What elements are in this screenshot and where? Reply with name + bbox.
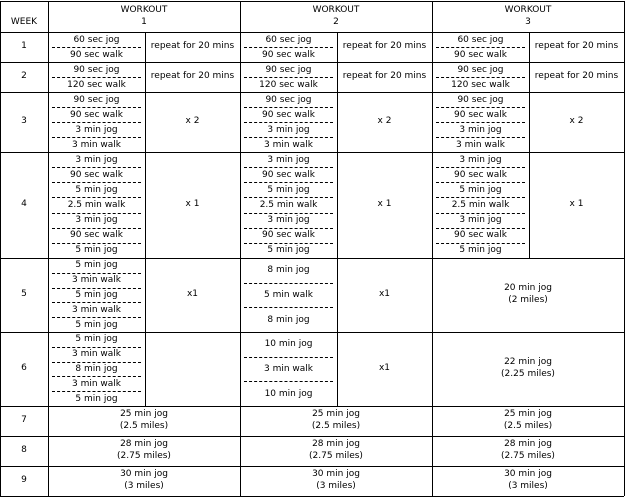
interval-line: 90 sec jog	[73, 64, 120, 75]
interval-line: 120 sec walk	[259, 79, 318, 90]
interval-line: 3 min jog	[75, 124, 118, 135]
run-distance: (2.25 miles)	[501, 369, 555, 379]
interval-line: 10 min jog	[264, 339, 313, 350]
interval-line: 5 min jog	[75, 260, 118, 271]
interval-line: 90 sec walk	[70, 230, 123, 241]
run-duration: 30 min jog	[504, 469, 552, 480]
interval-line: 3 min jog	[75, 215, 118, 226]
workout-summary	[48, 436, 240, 466]
workout-header-2	[240, 1, 432, 32]
interval-line: 8 min jog	[267, 314, 310, 325]
interval-line: 90 sec jog	[457, 94, 504, 105]
interval-line: 5 min jog	[267, 184, 310, 195]
week-number: 5	[21, 289, 27, 300]
week-number: 9	[21, 475, 27, 486]
week-number: 1	[21, 41, 27, 52]
workout-header-1	[48, 1, 240, 32]
interval-line: 3 min walk	[71, 349, 121, 360]
repeat-instruction: x 2	[377, 116, 392, 127]
interval-line: 2.5 min walk	[451, 199, 510, 210]
run-distance: (2.75 miles)	[501, 451, 555, 461]
interval-line: 90 sec walk	[454, 49, 507, 60]
run-distance: (2.5 miles)	[503, 421, 553, 431]
run-duration: 28 min jog	[312, 439, 360, 450]
repeat-instruction: x 1	[185, 199, 200, 210]
interval-line: 5 min jog	[459, 184, 502, 195]
week-number: 3	[21, 116, 27, 127]
repeat-instruction: x1	[378, 363, 391, 374]
interval-line: 10 min jog	[264, 388, 313, 399]
run-duration: 25 min jog	[312, 409, 360, 420]
row-divider	[0, 496, 624, 497]
interval-line: 2.5 min walk	[67, 199, 126, 210]
interval-line: 90 sec walk	[70, 169, 123, 180]
interval-line: 3 min walk	[71, 378, 121, 389]
workout-summary	[432, 466, 624, 496]
interval-line: 3 min walk	[263, 363, 313, 374]
repeat-instruction: x1	[186, 289, 199, 300]
repeat-instruction: x1	[378, 289, 391, 300]
workout-summary	[48, 466, 240, 496]
interval-line: 60 sec jog	[457, 34, 504, 45]
workout-summary	[432, 406, 624, 436]
interval-line: 8 min jog	[75, 363, 118, 374]
week-number: 4	[21, 199, 27, 210]
repeat-instruction: x 2	[569, 116, 584, 127]
interval-line: 120 sec walk	[67, 79, 126, 90]
interval-line: 3 min jog	[459, 215, 502, 226]
interval-line: 60 sec jog	[73, 34, 120, 45]
interval-line: 90 sec walk	[454, 109, 507, 120]
workout-header-3	[432, 1, 624, 32]
interval-line: 3 min jog	[459, 124, 502, 135]
workout-summary	[432, 332, 624, 406]
interval-line: 90 sec walk	[70, 49, 123, 60]
interval-line: 90 sec jog	[265, 64, 312, 75]
repeat-instruction: repeat for 20 mins	[342, 41, 427, 52]
run-duration: 25 min jog	[120, 409, 168, 420]
run-duration: 30 min jog	[120, 469, 168, 480]
run-distance: (3 miles)	[508, 481, 548, 491]
repeat-instruction: repeat for 20 mins	[342, 71, 427, 82]
interval-line: 5 min jog	[75, 334, 118, 345]
interval-line: 3 min walk	[455, 139, 505, 150]
interval-line: 3 min walk	[263, 139, 313, 150]
week-number: 6	[21, 363, 27, 374]
run-duration: 25 min jog	[504, 409, 552, 420]
run-distance: (2.75 miles)	[117, 451, 171, 461]
run-distance: (2.5 miles)	[311, 421, 361, 431]
interval-line: 3 min jog	[459, 154, 502, 165]
repeat-instruction	[145, 332, 240, 406]
interval-line: 90 sec walk	[262, 49, 315, 60]
interval-line: 5 min jog	[75, 289, 118, 300]
workout-number: 2	[333, 16, 339, 27]
interval-line: 90 sec jog	[73, 94, 120, 105]
interval-line: 5 min jog	[75, 319, 118, 330]
interval-line: 90 sec walk	[70, 109, 123, 120]
run-duration: 28 min jog	[504, 439, 552, 450]
repeat-instruction: x 1	[377, 199, 392, 210]
repeat-instruction: repeat for 20 mins	[150, 41, 235, 52]
interval-line: 3 min jog	[267, 124, 310, 135]
interval-line: 5 min jog	[75, 184, 118, 195]
workout-summary	[240, 466, 432, 496]
run-distance: (2.75 miles)	[309, 451, 363, 461]
run-duration: 30 min jog	[312, 469, 360, 480]
interval-line: 3 min jog	[267, 154, 310, 165]
interval-line: 90 sec walk	[262, 230, 315, 241]
repeat-instruction: x 2	[185, 116, 200, 127]
interval-line: 2.5 min walk	[259, 199, 318, 210]
workout-title: WORKOUT	[312, 4, 360, 15]
interval-line: 5 min jog	[75, 245, 118, 256]
run-distance: (3 miles)	[124, 481, 164, 491]
workout-title: WORKOUT	[504, 4, 552, 15]
interval-line: 5 min walk	[263, 289, 313, 300]
workout-summary	[240, 436, 432, 466]
repeat-instruction: repeat for 20 mins	[534, 41, 619, 52]
workout-number: 1	[141, 16, 147, 27]
interval-line: 120 sec walk	[451, 79, 510, 90]
interval-line: 3 min walk	[71, 139, 121, 150]
interval-line: 5 min jog	[75, 393, 118, 404]
interval-line: 3 min walk	[71, 304, 121, 315]
repeat-instruction: repeat for 20 mins	[150, 71, 235, 82]
run-duration: 20 min jog	[504, 283, 552, 294]
workout-summary	[48, 406, 240, 436]
interval-line: 90 sec jog	[265, 94, 312, 105]
run-duration: 22 min jog	[504, 357, 552, 368]
week-number: 8	[21, 445, 27, 456]
interval-line: 90 sec walk	[262, 169, 315, 180]
workout-summary	[432, 436, 624, 466]
interval-line: 5 min jog	[459, 245, 502, 256]
run-duration: 28 min jog	[120, 439, 168, 450]
interval-line: 5 min jog	[267, 245, 310, 256]
interval-line: 90 sec walk	[454, 169, 507, 180]
run-distance: (2.5 miles)	[119, 421, 169, 431]
interval-line: 8 min jog	[267, 265, 310, 276]
interval-line: 90 sec jog	[457, 64, 504, 75]
repeat-instruction: x 1	[569, 199, 584, 210]
workout-number: 3	[525, 16, 531, 27]
interval-line: 90 sec walk	[262, 109, 315, 120]
week-number: 2	[21, 71, 27, 82]
week-header: WEEK	[10, 16, 38, 27]
run-distance: (2 miles)	[508, 295, 548, 305]
workout-summary	[240, 406, 432, 436]
interval-line: 3 min jog	[267, 215, 310, 226]
repeat-instruction: repeat for 20 mins	[534, 71, 619, 82]
interval-line: 90 sec walk	[454, 230, 507, 241]
interval-line: 60 sec jog	[265, 34, 312, 45]
interval-line: 3 min walk	[71, 275, 121, 286]
run-distance: (3 miles)	[316, 481, 356, 491]
week-number: 7	[21, 415, 27, 426]
workout-summary	[432, 258, 624, 332]
workout-title: WORKOUT	[120, 4, 168, 15]
interval-line: 3 min jog	[75, 154, 118, 165]
